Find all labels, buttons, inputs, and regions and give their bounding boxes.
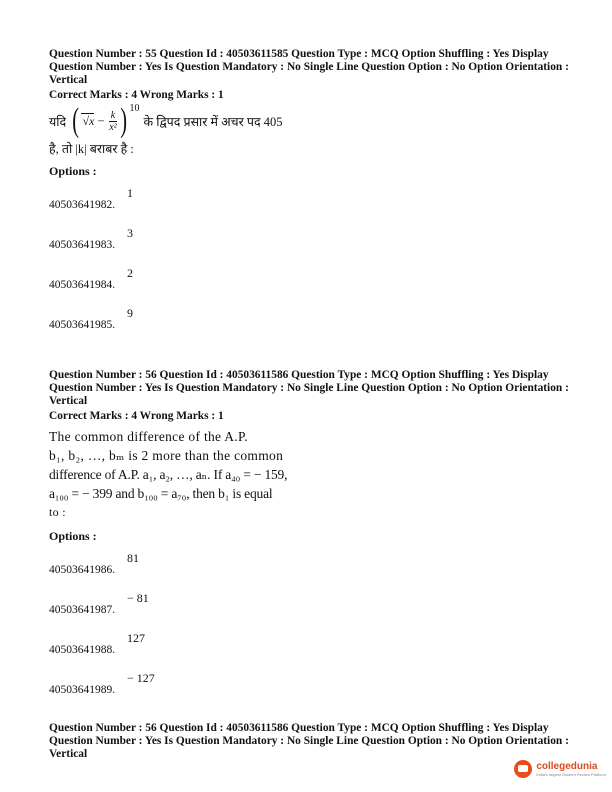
option-id: 40503641989. bbox=[49, 684, 116, 696]
option-id: 40503641986. bbox=[49, 564, 116, 576]
question-text-suffix: के द्विपद प्रसार में अचर पद 405 bbox=[143, 114, 283, 129]
option-id: 40503641983. bbox=[49, 239, 116, 251]
question-marks: Correct Marks : 4 Wrong Marks : 1 bbox=[49, 89, 224, 101]
option-id: 40503641982. bbox=[49, 199, 116, 211]
fraction-numerator: k bbox=[110, 109, 116, 121]
option-value: 9 bbox=[127, 306, 133, 320]
option[interactable] bbox=[49, 219, 579, 259]
binomial-expression: ( √x − $\frac{k}{\text{x²}}$ ) 10 bbox=[72, 102, 140, 139]
option-id: 40503641988. bbox=[49, 644, 116, 656]
option[interactable] bbox=[49, 584, 579, 624]
question-header: Question Number : 56 Question Id : 40503611586 Question Type : MCQ Option Shuffling : Yes Display Question Number : Yes Is Question Mandatory : No Single Line Question Option : No Option Orientation : Vertical bbox=[49, 369, 569, 407]
option-id: 40503641987. bbox=[49, 604, 116, 616]
collegedunia-watermark bbox=[514, 760, 606, 778]
question-text-prefix: यदि bbox=[49, 114, 67, 129]
watermark-name: collegedunia bbox=[536, 761, 598, 772]
question-text bbox=[49, 102, 579, 140]
watermark-tagline: India's largest Student Review Platform bbox=[536, 772, 606, 777]
option[interactable] bbox=[49, 544, 579, 584]
question-text-line: The common difference of the A.P. bbox=[49, 429, 248, 444]
option[interactable] bbox=[49, 624, 579, 664]
question-marks: Correct Marks : 4 Wrong Marks : 1 bbox=[49, 410, 224, 422]
options-label: Options : bbox=[49, 164, 97, 178]
option-value: 81 bbox=[127, 551, 139, 565]
question-text-line2: है, तो |k| बराबर है : bbox=[49, 142, 134, 156]
option[interactable] bbox=[49, 299, 579, 339]
fraction-denominator: x² bbox=[109, 121, 117, 133]
option[interactable] bbox=[49, 664, 579, 704]
question-text-line: to : bbox=[49, 505, 66, 519]
question-header: Question Number : 56 Question Id : 40503611586 Question Type : MCQ Option Shuffling : Yes Display Question Number : Yes Is Question Mandatory : No Single Line Question Option : No Option Orientation : Vertical bbox=[49, 722, 569, 760]
option-value: 3 bbox=[127, 226, 133, 240]
question-text-line: b₁, b₂, …, bₘ is 2 more than the common bbox=[49, 448, 284, 463]
option-id: 40503641984. bbox=[49, 279, 116, 291]
minus-sign: − bbox=[94, 113, 108, 128]
option-id: 40503641985. bbox=[49, 319, 116, 331]
fraction bbox=[109, 110, 117, 133]
options-label: Options : bbox=[49, 529, 97, 543]
option-value: − 81 bbox=[127, 591, 149, 605]
sqrt-x: √x bbox=[82, 114, 95, 128]
option[interactable] bbox=[49, 259, 579, 299]
question-header: Question Number : 55 Question Id : 40503611585 Question Type : MCQ Option Shuffling : Yes Display Question Number : Yes Is Question Mandatory : No Single Line Question Option : No Option Orientation : Vertical bbox=[49, 48, 569, 86]
question-text bbox=[49, 427, 289, 522]
option-value: − 127 bbox=[127, 671, 155, 685]
question-56-repeat bbox=[49, 722, 579, 761]
option-value: 2 bbox=[127, 266, 133, 280]
question-text-line: difference of A.P. a₁, a₂, …, aₙ. If a₄₀ = − 159, bbox=[49, 467, 288, 482]
option[interactable] bbox=[49, 179, 579, 219]
option-value: 127 bbox=[127, 631, 145, 645]
question-55 bbox=[49, 48, 579, 339]
option-value: 1 bbox=[127, 186, 133, 200]
question-text-line: a₁₀₀ = − 399 and b₁₀₀ = a₇₀, then b₁ is equal bbox=[49, 486, 273, 501]
collegedunia-logo-icon bbox=[514, 760, 532, 778]
exponent: 10 bbox=[129, 102, 140, 114]
question-56 bbox=[49, 369, 579, 704]
